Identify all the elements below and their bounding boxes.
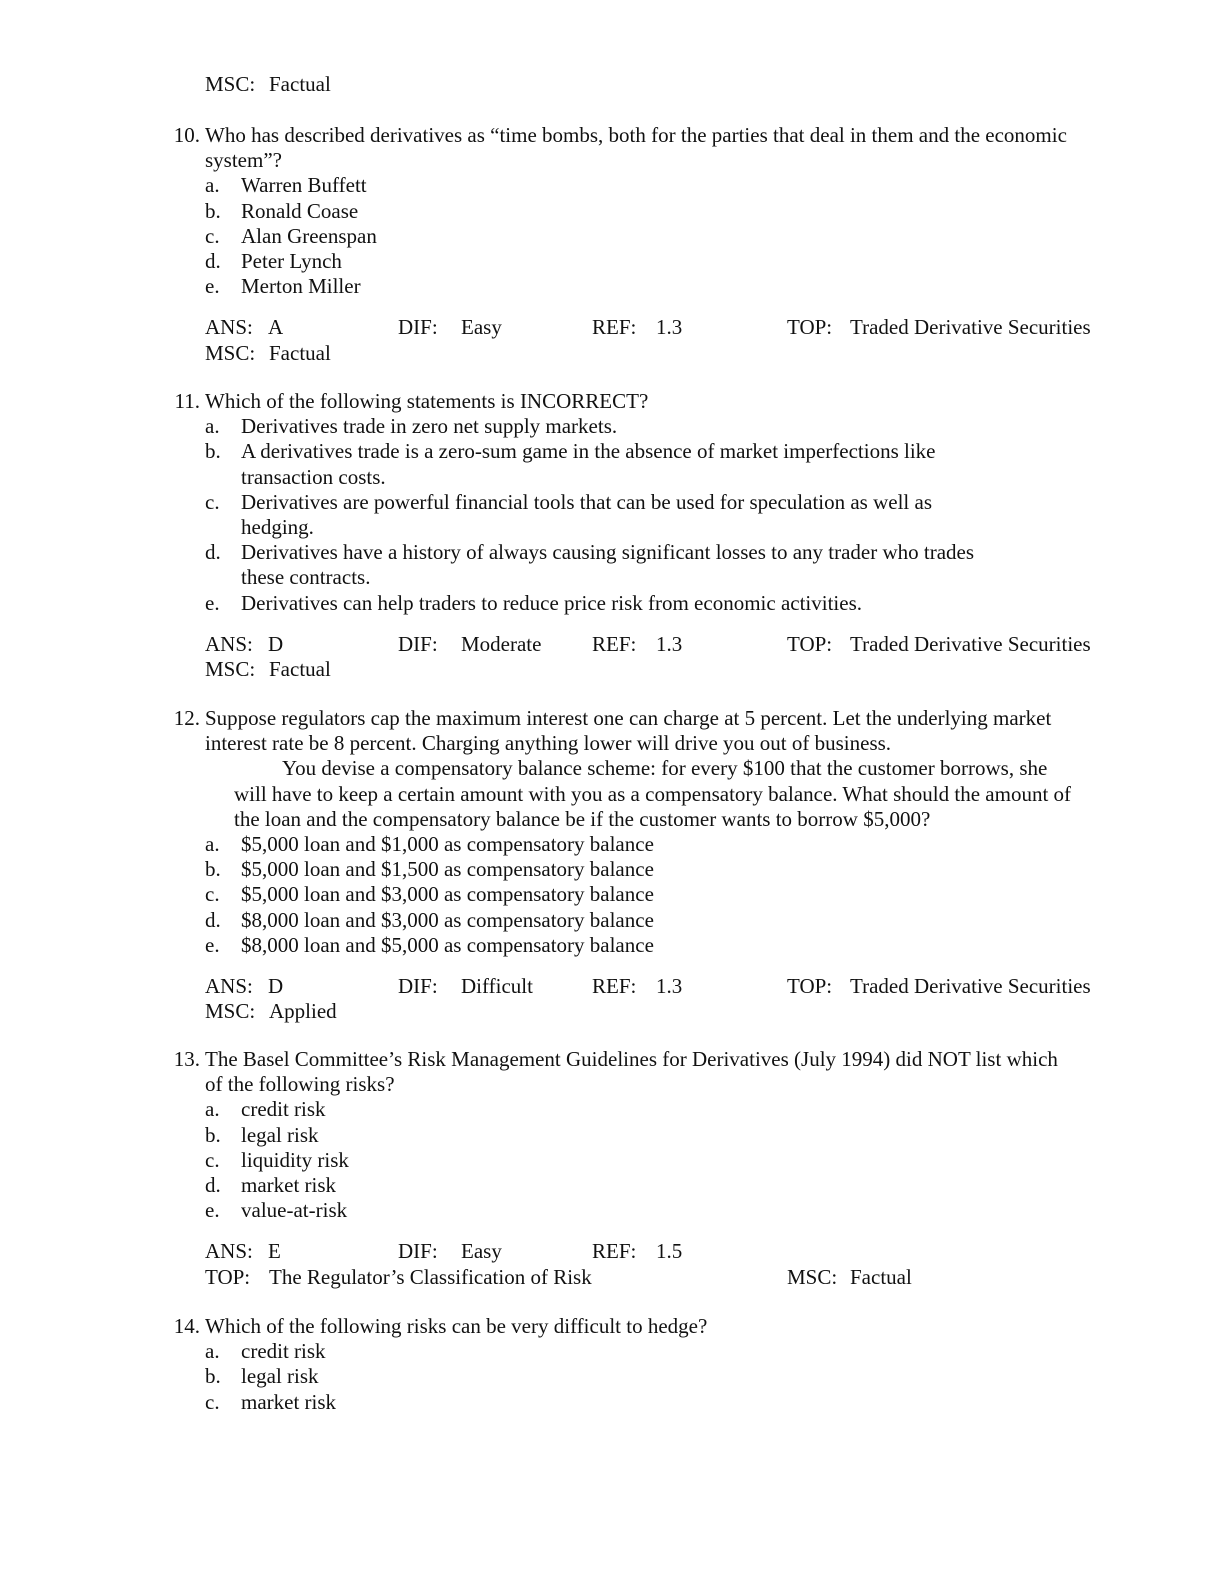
option-letter: e.: [205, 274, 220, 299]
option-letter: c.: [205, 882, 220, 907]
ref-label: REF:: [592, 1239, 637, 1264]
option-text: Derivatives have a history of always causing significant losses to any trader who trades: [241, 540, 975, 565]
top-label: TOP:: [787, 974, 833, 998]
msc-value: Factual: [269, 72, 331, 96]
question-number: 10.: [173, 123, 200, 147]
option-text: market risk: [241, 1173, 337, 1197]
option-letter: d.: [205, 1173, 221, 1197]
option-letter: b.: [205, 857, 221, 882]
option-letter: c.: [205, 1389, 220, 1414]
top-value: Traded Derivative Securities: [850, 315, 1091, 340]
ref-label: REF:: [592, 974, 637, 998]
option-letter: b.: [205, 198, 221, 223]
top-value: Traded Derivative Securities: [850, 631, 1091, 656]
option-text: legal risk: [241, 1364, 319, 1389]
option-letter: a.: [205, 1339, 220, 1364]
question-stem-line: the loan and the compensatory balance be if the customer wants to borrow $5,000?: [234, 806, 931, 831]
option-text: hedging.: [241, 515, 314, 539]
ref-value: 1.3: [656, 315, 683, 340]
dif-label: DIF:: [398, 1239, 438, 1264]
option-letter: e.: [205, 590, 220, 615]
option-letter: b.: [205, 1122, 221, 1147]
msc-value: Factual: [269, 340, 331, 365]
question-stem-line: Who has described derivatives as “time bombs, both for the parties that deal in them and the economic: [205, 123, 1067, 147]
option-text: legal risk: [241, 1122, 319, 1147]
dif-label: DIF:: [398, 315, 438, 340]
ref-value: 1.5: [656, 1239, 683, 1264]
dif-value: Easy: [461, 315, 502, 340]
ref-value: 1.3: [656, 974, 683, 998]
option-text: Derivatives can help traders to reduce price risk from economic activities.: [241, 590, 862, 615]
option-text: these contracts.: [241, 565, 371, 590]
msc-value: Factual: [269, 657, 331, 681]
msc-label: MSC:: [205, 657, 256, 681]
ans-label: ANS:: [205, 315, 253, 340]
ans-label: ANS:: [205, 1239, 253, 1264]
option-text: $5,000 loan and $3,000 as compensatory balance: [241, 882, 654, 907]
option-letter: e.: [205, 1198, 220, 1223]
ans-label: ANS:: [205, 631, 253, 656]
option-text: $8,000 loan and $3,000 as compensatory balance: [241, 907, 654, 932]
msc-value: Factual: [850, 1264, 912, 1289]
ans-value: D: [268, 974, 284, 998]
option-letter: c.: [205, 489, 220, 514]
top-value: Traded Derivative Securities: [850, 974, 1091, 998]
option-letter: a.: [205, 414, 220, 439]
dif-label: DIF:: [398, 974, 438, 998]
option-text: $5,000 loan and $1,000 as compensatory balance: [241, 832, 654, 856]
question-stem-line: Which of the following statements is INCORRECT?: [205, 389, 649, 413]
option-text: Alan Greenspan: [241, 223, 377, 248]
option-text: $5,000 loan and $1,500 as compensatory balance: [241, 857, 654, 882]
ans-value: E: [268, 1239, 281, 1264]
top-label: TOP:: [787, 315, 833, 340]
question-stem-line: will have to keep a certain amount with you as a compensatory balance. What should the amount of: [234, 781, 1072, 806]
question-stem-line: Suppose regulators cap the maximum interest one can charge at 5 percent. Let the underlying market: [205, 706, 1052, 730]
msc-label: MSC:: [205, 72, 256, 96]
option-letter: d.: [205, 540, 221, 565]
msc-label: MSC:: [205, 999, 256, 1024]
top-label: TOP:: [205, 1264, 251, 1289]
ans-label: ANS:: [205, 974, 253, 998]
option-letter: a.: [205, 832, 220, 856]
option-text: Peter Lynch: [241, 249, 342, 273]
option-letter: c.: [205, 223, 220, 248]
option-letter: c.: [205, 1147, 220, 1172]
option-text: Derivatives trade in zero net supply markets.: [241, 414, 618, 439]
option-text: A derivatives trade is a zero-sum game in the absence of market imperfections like: [241, 439, 936, 464]
question-number: 13.: [173, 1047, 200, 1071]
question-number: 11.: [174, 389, 200, 413]
ref-value: 1.3: [656, 631, 683, 656]
option-letter: d.: [205, 249, 221, 273]
option-text: value-at-risk: [241, 1198, 348, 1223]
ans-value: A: [268, 315, 284, 340]
ans-value: D: [268, 631, 284, 656]
dif-value: Moderate: [461, 631, 542, 656]
msc-label: MSC:: [205, 340, 256, 365]
question-stem-line: system”?: [205, 148, 282, 173]
option-letter: a.: [205, 173, 220, 198]
top-value: The Regulator’s Classification of Risk: [269, 1264, 592, 1289]
option-text: credit risk: [241, 1097, 326, 1122]
msc-label: MSC:: [787, 1264, 838, 1289]
question-number: 14.: [173, 1314, 200, 1338]
top-label: TOP:: [787, 631, 833, 656]
option-text: liquidity risk: [241, 1147, 349, 1172]
question-stem-line: interest rate be 8 percent. Charging anything lower will drive you out of business.: [205, 731, 892, 756]
question-stem-line: Which of the following risks can be very difficult to hedge?: [205, 1314, 708, 1338]
option-text: market risk: [241, 1389, 337, 1414]
option-text: credit risk: [241, 1339, 326, 1364]
option-text: Merton Miller: [241, 274, 361, 299]
option-letter: b.: [205, 1364, 221, 1389]
ref-label: REF:: [592, 631, 637, 656]
option-letter: e.: [205, 932, 220, 957]
question-stem-line: The Basel Committee’s Risk Management Guidelines for Derivatives (July 1994) did NOT list which: [205, 1047, 1058, 1071]
msc-value: Applied: [269, 999, 337, 1024]
option-text: transaction costs.: [241, 464, 386, 489]
question-stem-line: You devise a compensatory balance scheme: for every $100 that the customer borrows, she: [282, 756, 1048, 781]
option-text: Ronald Coase: [241, 198, 359, 223]
option-text: Derivatives are powerful financial tools that can be used for speculation as well as: [241, 489, 933, 514]
question-number: 12.: [173, 706, 200, 730]
dif-value: Easy: [461, 1239, 502, 1264]
option-text: $8,000 loan and $5,000 as compensatory balance: [241, 932, 654, 957]
ref-label: REF:: [592, 315, 637, 340]
option-letter: b.: [205, 439, 221, 464]
dif-value: Difficult: [461, 974, 533, 998]
dif-label: DIF:: [398, 631, 438, 656]
option-text: Warren Buffett: [241, 173, 367, 198]
question-stem-line: of the following risks?: [205, 1072, 395, 1097]
option-letter: a.: [205, 1097, 220, 1122]
option-letter: d.: [205, 907, 221, 932]
